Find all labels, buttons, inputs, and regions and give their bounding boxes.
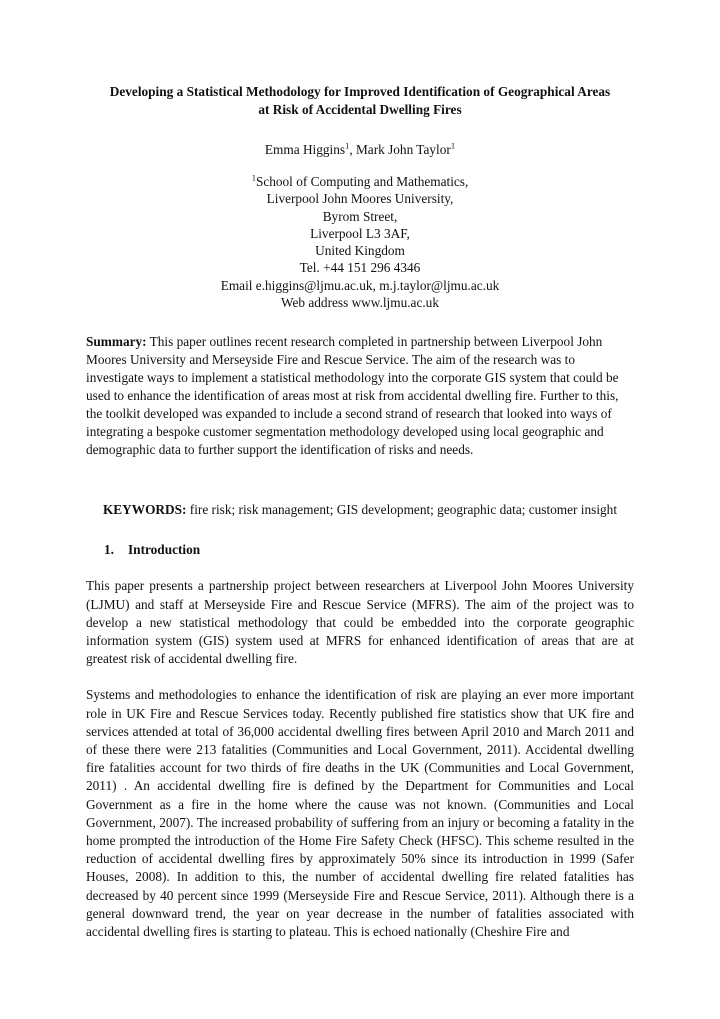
summary-paragraph: [86, 333, 634, 459]
section-title: Introduction: [128, 542, 201, 558]
affiliation-line: Liverpool John Moores University,: [266, 191, 454, 207]
body-paragraph: Systems and methodologies to enhance the identification of risk are playing an ever more important role in UK Fire and Rescue Services today. Recently published fire statistics show that UK fire and services attended at total of 36,000 accidental dwelling fires between April 2010 and March 2011 and of these there were 213 fatalities (Communities and Local Government, 2011). Accidental dwelling fire fatalities account for two thirds of fire deaths in the UK (Communities and Local Government, 2011) . An accidental dwelling fire is defined by the Department for Communities and Local Government as a fire in the home where the cause was not known. (Communities and Local Government, 2007). The increased probability of suffering from an injury or becoming a fatality in the home prompted the introduction of the Home Fire Safety Check (HFSC). This scheme resulted in the reduction of accidental dwelling fires by approximately 50% since its introduction in 1999 (Safer Houses, 2008). In addition to this, the number of accidental dwelling fire related fatalities has decreased by 40 percent since 1999 (Merseyside Fire and Rescue Service, 2011). Although there is a general downward trend, the year on year decrease in the number of fatalities associated with accidental dwelling fires is starting to plateau. This is echoed nationally (Cheshire Fire and: [86, 687, 634, 940]
summary-label: Summary:: [86, 334, 147, 350]
section-number: 1.: [104, 542, 114, 558]
author-list: [86, 141, 634, 159]
affiliation-mark: 1: [251, 172, 256, 183]
affiliation-line: United Kingdom: [315, 243, 405, 259]
author-name: Emma Higgins: [264, 142, 346, 157]
paper-title: [86, 83, 634, 119]
affiliation-line: Liverpool L3 3AF,: [310, 225, 410, 241]
author-separator: ,: [349, 142, 356, 157]
keywords-label: KEYWORDS:: [102, 502, 187, 518]
section-heading: [86, 541, 634, 559]
author-name: Mark John Taylor: [355, 142, 451, 157]
affiliation-phone: Tel. +44 151 296 4346: [299, 260, 421, 276]
affiliation-web: Web address www.ljmu.ac.uk: [281, 295, 439, 311]
affiliation-school: School of Computing and Mathematics,: [255, 174, 469, 189]
affiliation-block: [86, 173, 634, 311]
summary-text: This paper outlines recent research completed in partnership between Liverpool John Moores University and Merseyside Fire and Rescue Service. The aim of the research was to investigate ways to implement a statistical methodology into the corporate GIS system that could be used to enhance the identification of areas most at risk from accidental dwelling fire. Further to this, the toolkit developed was expanded to include a second strand of research that looked into ways of integrating a bespoke customer segmentation methodology developed using local geographic and demographic data to further support the identification of risks and needs.: [86, 334, 619, 458]
author-affiliation-mark: 1: [450, 140, 456, 151]
affiliation-line: Byrom Street,: [322, 208, 398, 224]
affiliation-email: Email e.higgins@ljmu.ac.uk, m.j.taylor@ljmu.ac.uk: [220, 277, 500, 293]
body-paragraph: This paper presents a partnership project between researchers at Liverpool John Moores University (LJMU) and staff at Merseyside Fire and Rescue Service (MFRS). The aim of the project was to develop a new statistical methodology that could be embedded into the corporate geographic information system (GIS) system used at MFRS for enhanced identification of areas that are at greatest risk of accidental dwelling fire.: [86, 578, 634, 667]
title-line-2: at Risk of Accidental Dwelling Fires: [258, 102, 462, 117]
author-affiliation-mark: 1: [345, 140, 350, 151]
keywords-text: fire risk; risk management; GIS development; geographic data; customer insight: [186, 502, 618, 518]
affiliation-line: [86, 173, 634, 190]
title-line-1: Developing a Statistical Methodology for Improved Identification of Geographical Areas: [109, 84, 611, 99]
paper-page: [86, 83, 634, 941]
keywords-block: [86, 501, 634, 519]
